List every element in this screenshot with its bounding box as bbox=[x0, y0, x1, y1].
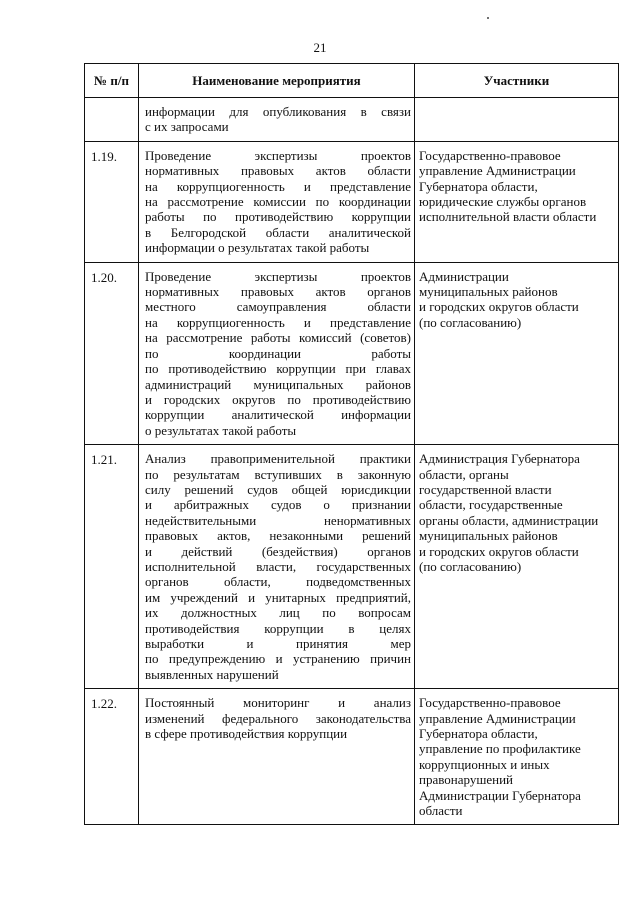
scan-speck bbox=[487, 17, 489, 19]
row-number: 1.22. bbox=[85, 689, 139, 825]
measure-name-line: Проведение экспертизы проектов bbox=[145, 147, 411, 163]
participant-line: Губернатора области, bbox=[419, 178, 538, 194]
measure-name-line: информации для опубликования в связи bbox=[145, 104, 411, 119]
participant-line: Государственно-правовое bbox=[419, 147, 561, 163]
participants-cell bbox=[415, 98, 619, 142]
measure-name-cell bbox=[139, 98, 415, 142]
participant-line: Государственно-правовое bbox=[419, 695, 561, 711]
participants-cell bbox=[415, 262, 619, 444]
measure-name-line: по результатам вступивших в законную bbox=[145, 466, 411, 482]
table-row bbox=[85, 141, 619, 262]
participant-line: Администрация Губернатора bbox=[419, 451, 580, 467]
participant-line: Губернатора области, bbox=[419, 726, 538, 742]
measure-name-line: выработки и принятия мер bbox=[145, 636, 411, 651]
participant-line: области bbox=[419, 803, 463, 819]
measure-name-line: о результатах такой работы bbox=[145, 422, 297, 438]
measure-name-line: исполнительной власти, государственных bbox=[145, 558, 411, 574]
participant-line: муниципальных районов bbox=[419, 528, 558, 544]
participant-line: (по согласованию) bbox=[419, 558, 522, 574]
table-header-row bbox=[85, 64, 619, 98]
row-number: 1.19. bbox=[85, 141, 139, 262]
header-participants: Участники bbox=[415, 64, 619, 98]
measure-name-line: и арбитражных судов о признании bbox=[145, 497, 411, 513]
participant-line: муниципальных районов bbox=[419, 284, 558, 300]
measure-name-line: с их запросами bbox=[145, 119, 229, 135]
header-measure-name: Наименование мероприятия bbox=[139, 64, 415, 98]
participant-line: исполнительной власти области bbox=[419, 209, 597, 225]
participant-line: органы области, администрации bbox=[419, 512, 599, 528]
measure-name-cell bbox=[139, 689, 415, 825]
measure-name-line: их должностных лиц по вопросам bbox=[145, 605, 411, 621]
measure-name-line: на коррупциогенность и представление bbox=[145, 314, 411, 330]
participant-line: государственной власти bbox=[419, 481, 552, 497]
measure-name-line: в сфере противодействия коррупции bbox=[145, 726, 348, 742]
measure-name-line: администраций муниципальных районов bbox=[145, 376, 411, 392]
participants-cell bbox=[415, 141, 619, 262]
table-row bbox=[85, 262, 619, 444]
measure-name-line: и городских округов по противодействию bbox=[145, 391, 411, 407]
measure-name-line: работы по противодействию коррупции bbox=[145, 209, 411, 225]
row-number: 1.21. bbox=[85, 445, 139, 689]
measure-name-line: информации о результатах такой работы bbox=[145, 240, 370, 256]
measure-name-line: выявленных нарушений bbox=[145, 666, 279, 682]
measure-name-line: на коррупциогенность и представление bbox=[145, 178, 411, 194]
participant-line: (по согласованию) bbox=[419, 314, 522, 330]
participant-line: и городских округов области bbox=[419, 299, 579, 315]
measure-name-line: Проведение экспертизы проектов bbox=[145, 268, 411, 284]
header-number: № п/п bbox=[85, 64, 139, 98]
measures-table bbox=[84, 63, 619, 825]
measure-name-line: им учреждений и унитарных предприятий, bbox=[145, 589, 411, 605]
measure-name-line: в Белгородской области аналитической bbox=[145, 224, 411, 240]
measure-name-line: изменений федерального законодательства bbox=[145, 710, 411, 726]
participant-line: правонарушений bbox=[419, 772, 513, 788]
participant-line: коррупционных и иных bbox=[419, 756, 550, 772]
measure-name-line: и действий (бездействия) органов bbox=[145, 543, 411, 559]
measure-name-line: по координации работы bbox=[145, 345, 411, 361]
participants-cell bbox=[415, 445, 619, 689]
measure-name-line: на рассмотрение комиссии по координации bbox=[145, 194, 411, 210]
participants-cell bbox=[415, 689, 619, 825]
measure-name-line: нормативных правовых актов органов bbox=[145, 284, 411, 300]
measure-name-cell bbox=[139, 262, 415, 444]
measure-name-line: коррупции аналитической информации bbox=[145, 407, 411, 423]
measure-name-line: по противодействию коррупции при главах bbox=[145, 361, 411, 377]
table-row bbox=[85, 689, 619, 825]
participant-line: юридические службы органов bbox=[419, 194, 587, 210]
participant-line: управление по профилактике bbox=[419, 741, 581, 757]
participant-line: области, государственные bbox=[419, 497, 563, 513]
measure-name-cell bbox=[139, 445, 415, 689]
participant-line: области, органы bbox=[419, 466, 509, 482]
measure-name-line: органов области, подведомственных bbox=[145, 574, 411, 590]
measure-name-line: правовых актов, незаконными решений bbox=[145, 528, 411, 544]
measure-name-line: местного самоуправления области bbox=[145, 299, 411, 315]
measure-name-line: на рассмотрение работы комиссий (советов) bbox=[145, 330, 411, 346]
participant-line: Администрации Губернатора bbox=[419, 787, 581, 803]
measure-name-line: противодействия коррупции в целях bbox=[145, 620, 411, 636]
measure-name-line: нормативных правовых актов области bbox=[145, 163, 411, 179]
measure-name-line: по предупреждению и устранению причин bbox=[145, 651, 411, 667]
row-number: 1.20. bbox=[85, 262, 139, 444]
participant-line: Администрации bbox=[419, 268, 509, 284]
table-row bbox=[85, 98, 619, 142]
measure-name-cell bbox=[139, 141, 415, 262]
measure-name-line: Анализ правоприменительной практики bbox=[145, 451, 411, 467]
participant-line: управление Администрации bbox=[419, 710, 576, 726]
participant-line: управление Администрации bbox=[419, 163, 576, 179]
page-number: 21 bbox=[313, 40, 327, 55]
measure-name-line: силу решений судов общей юрисдикции bbox=[145, 481, 411, 497]
measure-name-line: недействительными ненормативных bbox=[145, 512, 411, 528]
measure-name-line: Постоянный мониторинг и анализ bbox=[145, 695, 411, 711]
participant-line: и городских округов области bbox=[419, 543, 579, 559]
table-row bbox=[85, 445, 619, 689]
row-number bbox=[85, 98, 139, 142]
